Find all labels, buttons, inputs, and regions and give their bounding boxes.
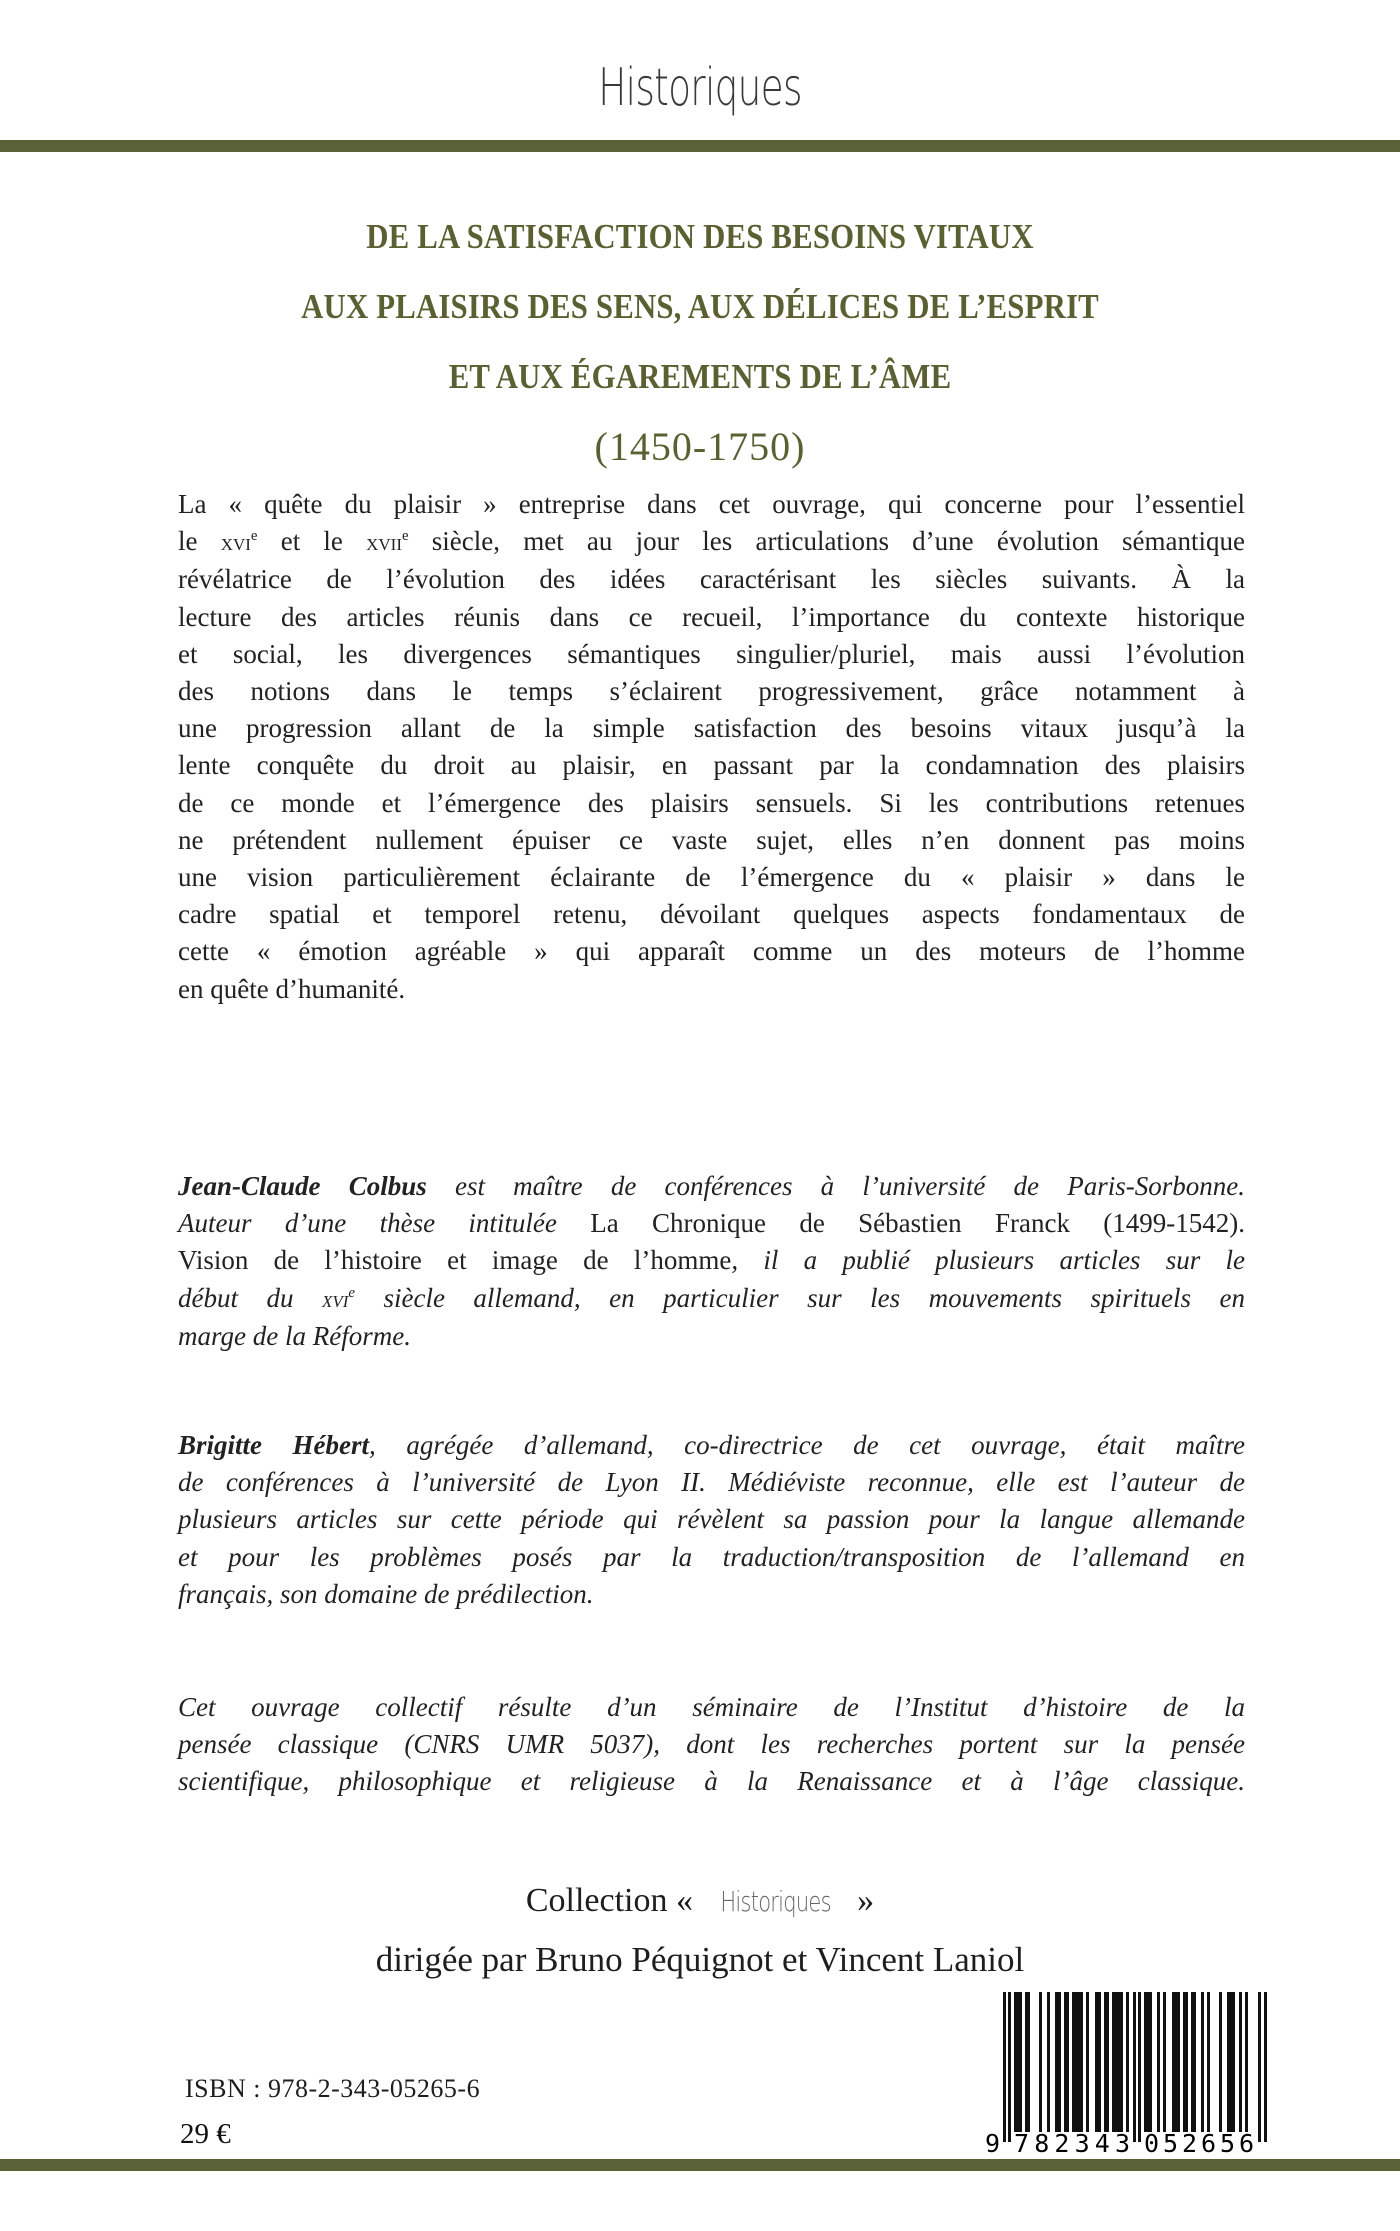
author-name: Jean-Claude Colbus <box>178 1171 427 1201</box>
superscript: e <box>402 528 409 545</box>
blurb-line: des notions dans le temps s’éclairent progressivement, grâce notamment à <box>178 676 1245 707</box>
century-numeral: xvi <box>220 529 251 557</box>
top-rule <box>0 140 1400 152</box>
thesis-subtitle: Vision de l’histoire et image de l’homme <box>178 1245 732 1276</box>
bio-line: et pour les problèmes posés par la traduction/transposition de l’allemand en <box>178 1541 1245 1572</box>
blurb-line: une progression allant de la simple satisfaction des besoins vitaux jusqu’à la <box>178 713 1245 744</box>
series-logo: Historiques <box>598 58 802 118</box>
barcode-icon <box>985 1990 1285 2155</box>
bio-line <box>178 1280 1245 1318</box>
title-line-1: DE LA SATISFACTION DES BESOINS VITAUX <box>366 217 1034 256</box>
thesis-title: La Chronique de Sébastien Franck (1499-1542). <box>590 1208 1245 1239</box>
barcode-left-digits: 782343 <box>1014 2129 1130 2155</box>
collection-directors: dirigée par Bruno Péquignot et Vincent Laniol <box>375 1940 1025 1979</box>
price: 29 € <box>180 2118 231 2150</box>
blurb-line <box>178 523 1245 561</box>
blurb-line: cadre spatial et temporel retenu, dévoilant quelques aspects fondamentaux de <box>178 899 1245 930</box>
blurb-line: en quête d’humanité. <box>178 973 406 1004</box>
bio-line: plusieurs articles sur cette période qui révèlent sa passion pour la langue allemande <box>178 1504 1245 1535</box>
text: » <box>848 1882 875 1919</box>
blurb-line: lecture des articles réunis dans ce recueil, l’importance du contexte historique <box>178 601 1245 632</box>
text: le <box>178 526 221 557</box>
blurb-line: lente conquête du droit au plaisir, en passant par la condamnation des plaisirs <box>178 750 1245 781</box>
blurb-line: La « quête du plaisir » entreprise dans cet ouvrage, qui concerne pour l’essentiel <box>178 489 1245 519</box>
barcode-lead-digit: 9 <box>985 2129 1001 2155</box>
text: et le <box>257 526 367 557</box>
text: Collection « <box>525 1882 702 1919</box>
book-title <box>0 202 1400 482</box>
bio-line <box>178 1205 1245 1242</box>
superscript: e <box>348 1284 355 1301</box>
bio-line: de conférences à l’université de Lyon II. Médiéviste reconnue, elle est l’auteur de <box>178 1467 1245 1498</box>
text: début du <box>178 1282 322 1313</box>
text: siècle, met au jour les articulations d’une évolution sémantique <box>408 526 1245 557</box>
century-numeral: xvii <box>366 529 402 557</box>
blurb-line: une vision particulièrement éclairante de l’émergence du « plaisir » dans le <box>178 862 1245 893</box>
blurb-line: cette « émotion agréable » qui apparaît comme un des moteurs de l’homme <box>178 936 1245 967</box>
blurb-line: ne prétendent nullement épuiser ce vaste sujet, elles n’en donnent pas moins <box>178 824 1245 855</box>
bio-line <box>178 1242 1245 1279</box>
bio-line <box>178 1168 1245 1205</box>
note-line: scientifique, philosophique et religieuse à la Renaissance et à l’âge classique. <box>178 1766 1245 1797</box>
author-name: Brigitte Hébert <box>178 1430 370 1460</box>
blurb-line: et social, les divergences sémantiques singulier/pluriel, mais aussi l’évolution <box>178 638 1245 669</box>
text: est maître de conférences à l’université de Paris-Sorbonne. <box>426 1171 1245 1201</box>
collective-work-note <box>178 1689 1245 1801</box>
text: Auteur d’une thèse intitulée <box>178 1208 591 1239</box>
bio-line: marge de la Réforme. <box>178 1320 411 1351</box>
superscript: e <box>250 528 258 545</box>
bio-line <box>178 1427 1245 1464</box>
author-bio-colbus <box>178 1168 1245 1355</box>
blurb-line: révélatrice de l’évolution des idées caractérisant les siècles suivants. À la <box>178 564 1245 595</box>
title-line-3: ET AUX ÉGAREMENTS DE L’ÂME <box>448 357 952 396</box>
text: siècle allemand, en particulier sur les mouvements spirituels en <box>355 1282 1245 1313</box>
author-bio-hebert <box>178 1427 1245 1613</box>
bottom-rule <box>0 2159 1400 2171</box>
barcode <box>985 1990 1285 2155</box>
century-numeral: xvi <box>321 1285 349 1313</box>
text: , agrégée d’allemand, co-directrice de cet ouvrage, était maître <box>369 1430 1245 1460</box>
isbn: ISBN : 978-2-343-05265-6 <box>185 2074 481 2103</box>
blurb-paragraph <box>178 486 1245 1008</box>
title-line-2: AUX PLAISIRS DES SENS, AUX DÉLICES DE L’ESPRIT <box>301 287 1099 326</box>
note-line: pensée classique (CNRS UMR 5037), dont les recherches portent sur la pensée <box>178 1729 1245 1760</box>
text: , il a publié plusieurs articles sur le <box>731 1245 1245 1276</box>
blurb-line: de ce monde et l’émergence des plaisirs sensuels. Si les contributions retenues <box>178 787 1245 818</box>
collection-line <box>0 1882 1400 1920</box>
barcode-right-digits: 052656 <box>1144 2129 1254 2155</box>
note-line: Cet ouvrage collectif résulte d’un séminaire de l’Institut d’histoire de la <box>178 1692 1245 1722</box>
title-dates: (1450-1750) <box>594 424 806 469</box>
bio-line: français, son domaine de prédilection. <box>178 1578 594 1609</box>
series-brand: Historiques <box>719 1885 831 1918</box>
